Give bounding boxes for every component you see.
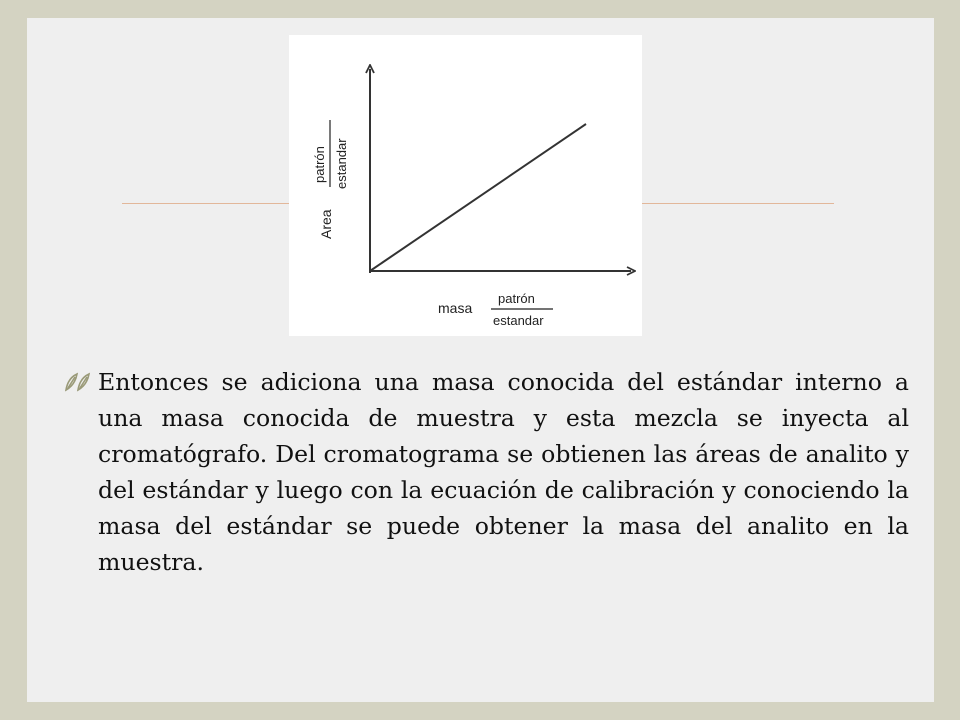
calibration-graph [289, 35, 642, 336]
y-label-denominator: estandar [334, 138, 349, 189]
y-label-area: Area [318, 209, 334, 239]
calibration-line [370, 124, 586, 271]
calibration-graph-svg [289, 35, 642, 336]
bullet-text: Entonces se adiciona una masa conocida del estándar interno a una masa conocida de muestra y esta mezcla se inyecta al cromatógrafo. Del cromatograma se obtienen las áreas de analito y del estándar y luego con la ecuación de calibración y conociendo la masa del estándar se puede obtener la masa del analito en la muestra. [98, 368, 909, 576]
decorative-rule-left [122, 203, 290, 204]
x-label-masa: masa [438, 300, 473, 316]
decorative-rule-right [641, 203, 834, 204]
x-label-numerator: patrón [498, 291, 535, 306]
y-label-numerator: patrón [312, 146, 327, 183]
x-label-denominator: estandar [493, 313, 544, 328]
double-leaf-bullet-icon [64, 371, 96, 393]
x-axis-label [438, 291, 553, 328]
y-axis-label [312, 120, 349, 239]
